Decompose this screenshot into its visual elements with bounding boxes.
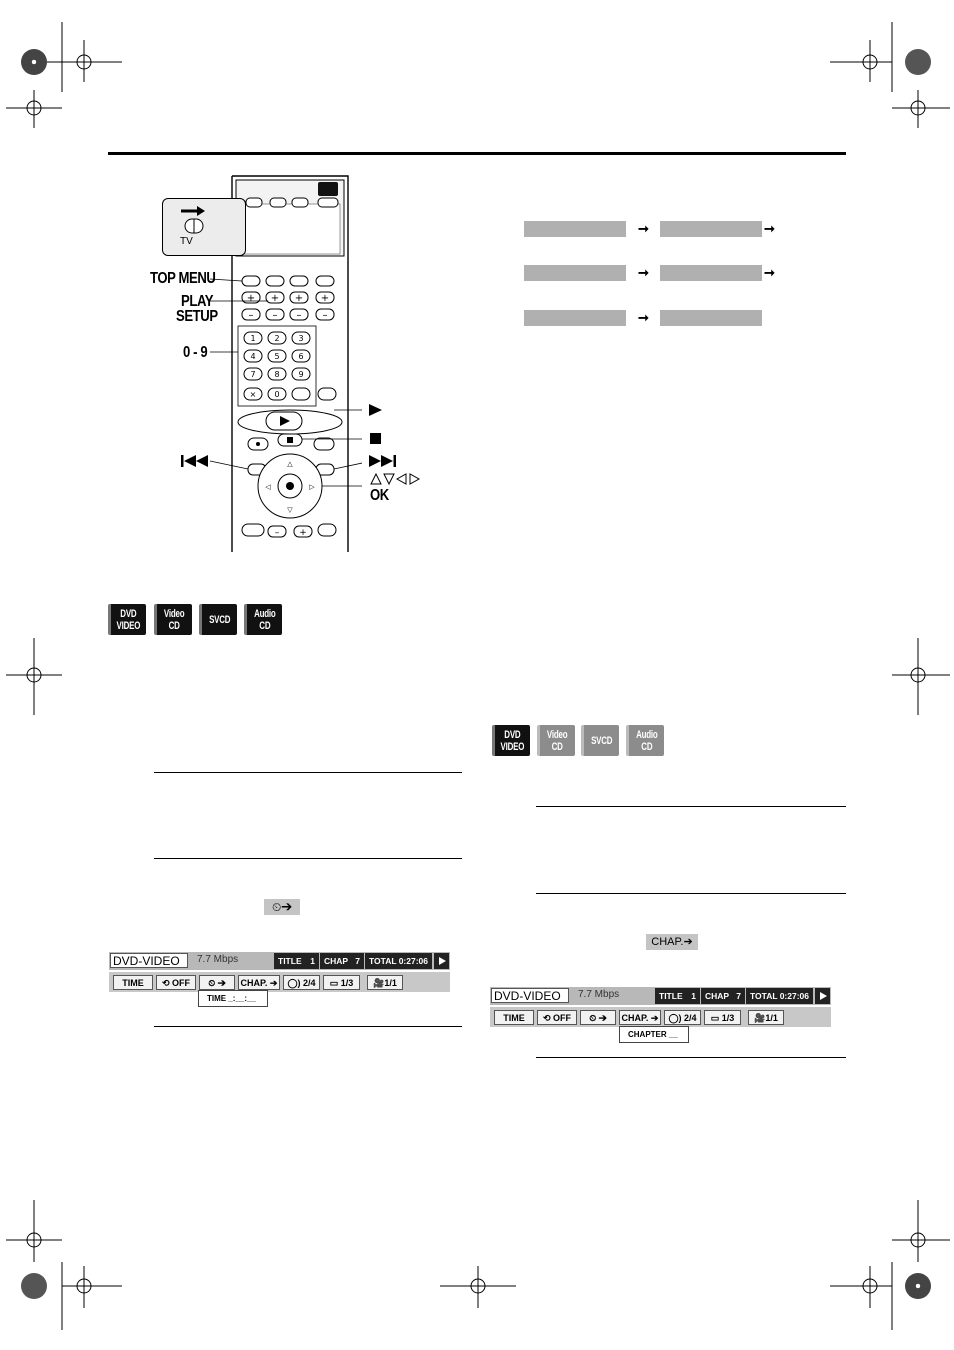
play-icon — [815, 988, 830, 1004]
osd-bar-left — [109, 952, 450, 992]
badge-dvd-video-right: DVD VIDEO — [492, 725, 530, 756]
flow-box-3b — [660, 310, 762, 326]
badge-audio-cd: Audio CD — [244, 604, 282, 635]
osd-time-search-button[interactable]: ⏲ ➔ — [199, 975, 235, 990]
play-icon — [368, 403, 384, 417]
osd-subtitle-button[interactable]: ▭ 1/3 — [704, 1010, 741, 1025]
svg-text:–: – — [272, 310, 278, 321]
rule-left-3 — [154, 1026, 462, 1027]
label-setup: SETUP — [176, 308, 218, 325]
osd-chapter: CHAP 7 — [320, 953, 364, 969]
flow-arrow-1a: ➞ — [638, 221, 649, 236]
svg-text:0: 0 — [274, 390, 280, 399]
svg-text:8: 8 — [274, 370, 280, 379]
osd-subtitle-button[interactable]: ▭ 1/3 — [323, 975, 360, 990]
badge-dvd-video: DVD VIDEO — [108, 604, 146, 635]
osd-angle-button[interactable]: 🎥1/1 — [748, 1010, 784, 1025]
svg-text:+: + — [270, 293, 280, 304]
cursor-arrows-icon — [370, 472, 426, 486]
osd-time-popup: TIME _:__:__ — [198, 990, 268, 1007]
svg-text:◁: ◁ — [265, 483, 271, 491]
osd-audio-button[interactable]: ◯) 2/4 — [283, 975, 320, 990]
rule-right-1 — [536, 806, 846, 807]
osd-bitrate: 7.7 Mbps — [197, 954, 239, 965]
flow-arrow-1b: ➞ — [764, 221, 775, 236]
skip-forward-icon — [369, 454, 399, 468]
osd-bitrate: 7.7 Mbps — [578, 989, 620, 1000]
flow-box-1a — [524, 221, 626, 237]
svg-text:×: × — [249, 390, 257, 399]
svg-text:+: + — [320, 293, 330, 304]
svg-text:7: 7 — [250, 370, 256, 379]
svg-text:9: 9 — [298, 370, 304, 379]
svg-text:+: + — [294, 293, 304, 304]
rule-left-1 — [154, 772, 462, 773]
header-rule — [108, 152, 846, 155]
chapter-search-icon: CHAP.➔ — [646, 934, 698, 950]
osd-time-button[interactable]: TIME — [494, 1010, 534, 1025]
flow-box-2a — [524, 265, 626, 281]
osd-repeat-button[interactable]: ⟲ OFF — [156, 975, 196, 990]
svg-text:2: 2 — [274, 334, 280, 343]
osd-disc-type: DVD-VIDEO — [110, 953, 188, 968]
badge-video-cd-right: Video CD — [537, 725, 575, 756]
time-search-icon: ⏲➔ — [264, 899, 300, 915]
badge-audio-cd-right: Audio CD — [626, 725, 664, 756]
osd-total: TOTAL 0:27:06 — [365, 953, 432, 969]
svg-text:▽: ▽ — [287, 506, 293, 514]
svg-text:–: – — [296, 310, 302, 321]
osd-time-button[interactable]: TIME — [113, 975, 153, 990]
osd-bar-right — [490, 987, 831, 1027]
key-1: 1 — [250, 334, 256, 343]
svg-text:–: – — [322, 310, 328, 321]
svg-text:5: 5 — [274, 352, 280, 361]
badge-video-cd: Video CD — [154, 604, 192, 635]
svg-text:+: + — [299, 528, 307, 538]
flow-box-3a — [524, 310, 626, 326]
badge-svcd-right: SVCD — [581, 725, 619, 756]
label-play: PLAY — [181, 293, 214, 310]
osd-title: TITLE 1 — [655, 988, 700, 1004]
osd-chapter-popup: CHAPTER __ — [619, 1026, 689, 1043]
rule-left-2 — [154, 858, 462, 859]
osd-audio-button[interactable]: ◯) 2/4 — [664, 1010, 701, 1025]
flow-arrow-3a: ➞ — [638, 310, 649, 325]
switch-label: TV — [180, 236, 193, 247]
badge-svcd: SVCD — [199, 604, 237, 635]
osd-chapter-search-button[interactable]: CHAP. ➔ — [619, 1010, 661, 1025]
svg-text:+: + — [246, 293, 256, 304]
svg-text:–: – — [274, 528, 280, 538]
label-ok: OK — [370, 487, 389, 504]
svg-text:3: 3 — [298, 334, 304, 343]
label-top-menu: TOP MENU — [150, 270, 216, 287]
svg-text:6: 6 — [298, 352, 304, 361]
osd-total: TOTAL 0:27:06 — [746, 988, 813, 1004]
rule-right-3 — [536, 1057, 846, 1058]
flow-arrow-2a: ➞ — [638, 265, 649, 280]
skip-back-icon — [181, 454, 211, 468]
osd-repeat-button[interactable]: ⟲ OFF — [537, 1010, 577, 1025]
stop-icon — [369, 432, 383, 446]
svg-text:▷: ▷ — [309, 483, 315, 491]
osd-chapter-search-button[interactable]: CHAP. ➔ — [238, 975, 280, 990]
label-digits: 0 - 9 — [183, 344, 208, 361]
osd-chapter: CHAP 7 — [701, 988, 745, 1004]
flow-box-2b — [660, 265, 762, 281]
svg-text:4: 4 — [250, 352, 256, 361]
flow-box-1b — [660, 221, 762, 237]
osd-time-search-button[interactable]: ⏲ ➔ — [580, 1010, 616, 1025]
rule-right-2 — [536, 893, 846, 894]
play-icon — [434, 953, 449, 969]
svg-text:△: △ — [287, 460, 293, 468]
osd-disc-type: DVD-VIDEO — [491, 988, 569, 1003]
flow-arrow-2b: ➞ — [764, 265, 775, 280]
osd-title: TITLE 1 — [274, 953, 319, 969]
osd-angle-button[interactable]: 🎥1/1 — [367, 975, 403, 990]
svg-text:–: – — [248, 310, 254, 321]
